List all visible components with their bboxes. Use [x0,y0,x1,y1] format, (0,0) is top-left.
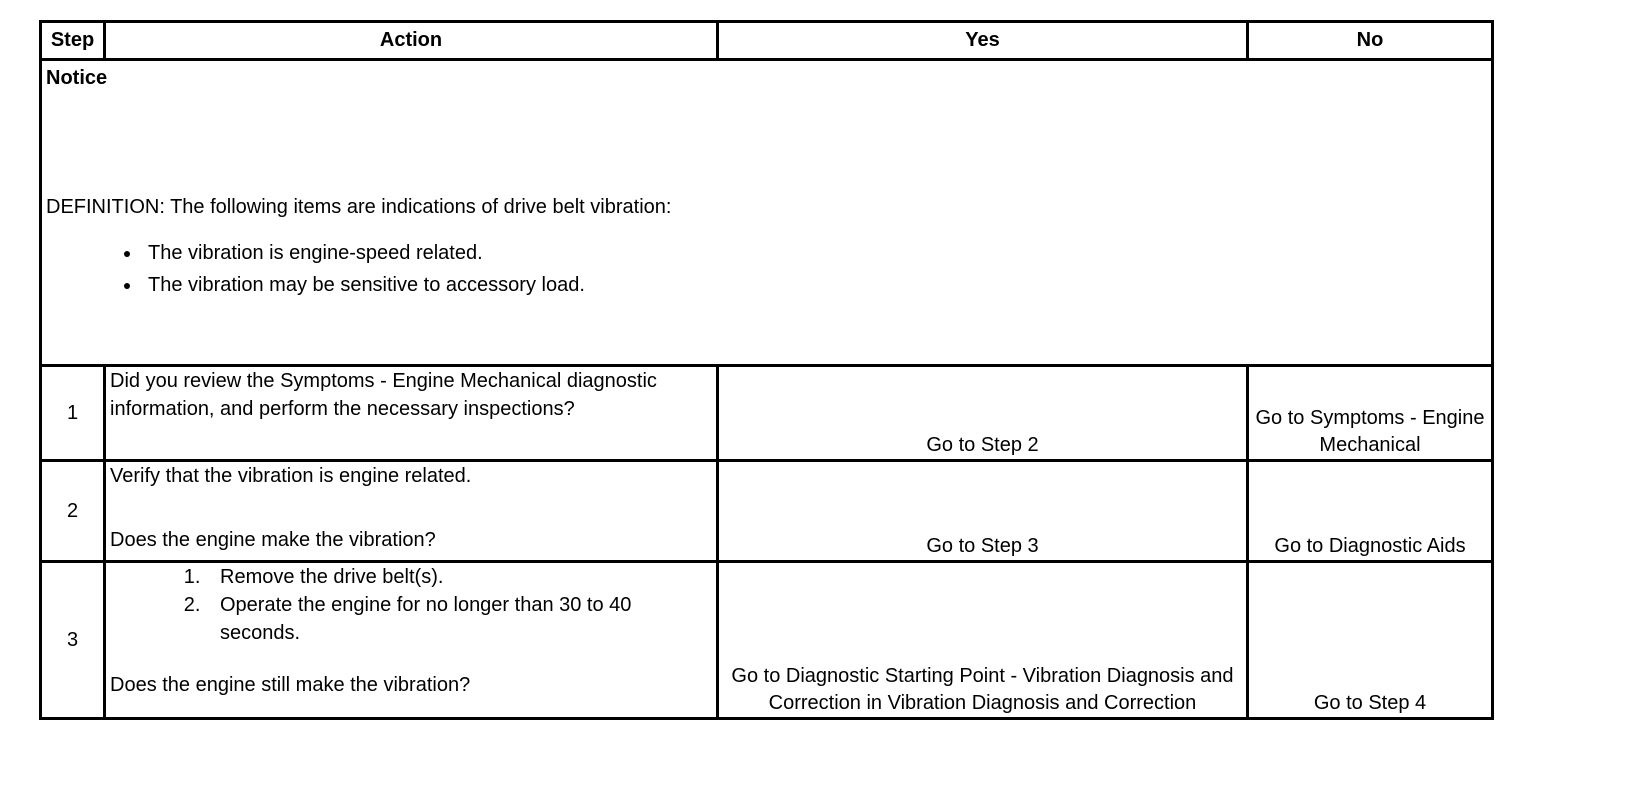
notice-title: Notice [46,67,108,89]
yes-cell: Go to Diagnostic Starting Point - Vibration Diagnosis and Correction in Vibration Diagnosis and Correction [718,562,1248,719]
no-cell: Go to Step 4 [1248,562,1493,719]
header-action: Action [105,22,718,60]
table-row [41,461,1493,562]
step-number: 2 [41,461,105,562]
action-cell [105,461,718,562]
header-step: Step [41,22,105,60]
action-cell: Did you review the Symptoms - Engine Mechanical diagnostic information, and perform the necessary inspections? [105,366,718,461]
header-yes: Yes [718,22,1248,60]
table-row [41,366,1493,461]
header-no: No [1248,22,1493,60]
step-number: 1 [41,366,105,461]
no-cell: Go to Symptoms - Engine Mechanical [1248,366,1493,461]
no-cell: Go to Diagnostic Aids [1248,461,1493,562]
action-question: Does the engine make the vibration? [110,529,436,551]
action-question: Does the engine still make the vibration? [110,674,471,696]
action-cell [105,562,718,719]
header-row [41,22,1493,60]
notice-cell [41,60,1493,366]
substep-item: 2. Operate the engine for no longer than 30 to 40 seconds. [206,591,712,647]
definition-text: DEFINITION: The following items are indications of drive belt vibration: [46,196,672,218]
notice-item: • The vibration may be sensitive to accessory load. [142,269,1487,301]
substep-list [110,563,712,647]
yes-cell: Go to Step 2 [718,366,1248,461]
table-row [41,562,1493,719]
notice-list [46,237,1487,301]
substep-item: 1. Remove the drive belt(s). [206,563,712,591]
yes-cell: Go to Step 3 [718,461,1248,562]
step-number: 3 [41,562,105,719]
diagnostic-table [39,20,1494,720]
notice-item: • The vibration is engine-speed related. [142,237,1487,269]
action-text: Verify that the vibration is engine related. [110,465,472,487]
notice-row [41,60,1493,366]
